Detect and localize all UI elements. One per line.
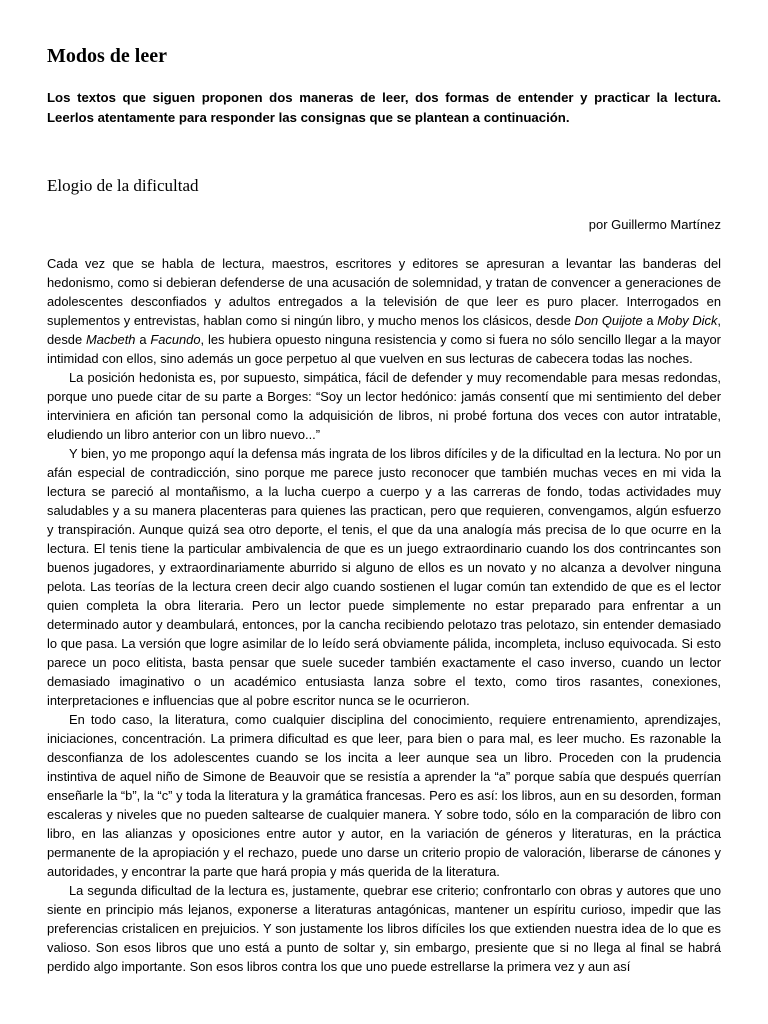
paragraph-4: En todo caso, la literatura, como cualquier disciplina del conocimiento, requiere entrenamiento, aprendizajes, iniciaciones, concentración. La primera dificultad es que leer, para bien o para mal, es leer mucho. Es razonable la desconfianza de los adolescentes cuando se los incita a leer aunque sea un libro. Proceden con la prudencia instintiva de aquel niño de Simone de Beauvoir que se resistía a aprender la “a” porque sabía que después querrían enseñarle la “b”, la “c” y toda la literatura y la gramática francesas. Pero es así: los libros, aun en su desorden, forman escaleras y niveles que no pueden saltearse de cualquier manera. Y sobre todo, sólo en la comparación de libro con libro, en las alianzas y oposiciones entre autor y autor, en la variación de géneros y literaturas, en la práctica permanente de la apropiación y el rechazo, puede uno darse un criterio propio de valoración, liberarse de cánones y autoridades, y encontrar la parte que hará propia y más querida de la literatura. xyxy=(47,712,721,879)
essay-body xyxy=(47,254,721,976)
book-title-moby-dick: Moby Dick xyxy=(657,313,718,328)
author-byline: por Guillermo Martínez xyxy=(588,217,721,232)
paragraph-5: La segunda dificultad de la lectura es, justamente, quebrar ese criterio; confrontarlo con obras y autores que uno siente en principio más lejanos, exponerse a literaturas antagónicas, mantener un espíritu curioso, impedir que las preferencias cristalicen en prejuicios. Y son justamente los libros difíciles los que extienden nuestra idea de lo que es valioso. Son esos libros que uno está a punto de soltar y, sin embargo, presiente que si no llega al final se habrá perdido algo importante. Son esos libros contra los que uno puede estrellarse la primera vez y aun así xyxy=(47,883,721,974)
book-title-don-quijote: Don Quijote xyxy=(574,313,643,328)
paragraph-3: Y bien, yo me propongo aquí la defensa más ingrata de los libros difíciles y de la dificultad en la lectura. No por un afán especial de contradicción, sino porque me parece justo reconocer que también muchas veces en mi vida la lectura se pareció al montañismo, a la lucha cuerpo a cuerpo y a las carreras de fondo, todas actividades muy saludables y a su manera placenteras para quienes las practican, pero que requieren, convengamos, algún esfuerzo y transpiración. Aunque quizá sea otro deporte, el tenis, el que da una analogía más precisa de lo que ocurre en la lectura. El tenis tiene la particular ambivalencia de que es un juego extraordinario cuando los dos contrincantes son buenos jugadores, y extraordinariamente aburrido si alguno de ellos es un novato y no alcanza a devolver ninguna pelota. Las teorías de la lectura creen decir algo cuando sostienen el lugar común tan extendido de que es el lector quien completa la obra literaria. Pero un lector puede simplemente no estar preparado para enfrentar a un determinado autor y deambulará, entonces, por la cancha recibiendo pelotazo tras pelotazo, sin entender demasiado lo que pasa. La versión que logre asimilar de lo leído será obviamente pálida, incompleta, incluso equivocada. Si esto parece un poco elitista, basta pensar que suele suceder también exactamente el caso inverso, cuando un lector demasiado imaginativo o un académico entusiasta lanza sobre el texto, como tiros rasantes, conexiones, interpretaciones e influencias que al pobre escritor nunca se le ocurrieron. xyxy=(47,446,721,708)
document-title: Modos de leer xyxy=(47,45,167,67)
paragraph-2: La posición hedonista es, por supuesto, simpática, fácil de defender y muy recomendable para mesas redondas, porque uno puede citar de su parte a Borges: “Soy un lector hedónico: jamás consentí que mi sentimiento del deber interviniera en afición tan personal como la adquisición de libros, ni probé fortuna dos veces con autor intratable, eludiendo un libro anterior con un libro nuevo...” xyxy=(47,370,721,442)
paragraph-1: Cada vez que se habla de lectura, maestros, escritores y editores se apresuran a levantar las banderas del hedonismo, como si debieran defenderse de una acusación de solemnidad, y tratan de convencer a generaciones de adolescentes desconfiados y adultos entregados a la televisión de que leer es puro placer. Interrogados en suplementos y entrevistas, hablan como si ningún libro, y mucho menos los clásicos, desde Don Quijote a Moby Dick, desde Macbeth a Facundo, les hubiera opuesto ninguna resistencia y como si fuera no sólo sencillo llegar a la mayor intimidad con ellos, sino además un goce perpetuo al que vuelven en sus lecturas de cabecera todas las noches. xyxy=(47,256,721,366)
intro-instructions: Los textos que siguen proponen dos maneras de leer, dos formas de entender y practicar la lectura. Leerlos atentamente para responder las consignas que se plantean a continuación. xyxy=(47,90,721,125)
book-title-facundo: Facundo xyxy=(150,332,201,347)
section-title: Elogio de la dificultad xyxy=(47,176,199,195)
book-title-macbeth: Macbeth xyxy=(86,332,136,347)
